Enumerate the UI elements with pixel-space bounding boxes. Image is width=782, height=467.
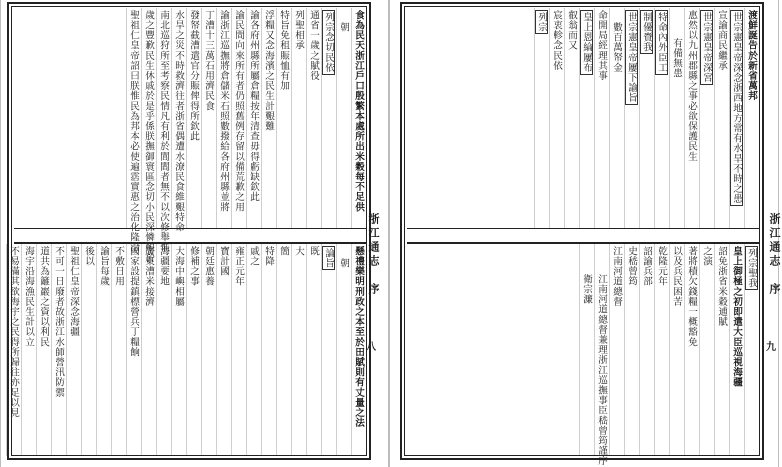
text-column: 以及兵民困苦 (669, 244, 684, 456)
text-column: 海疆要地 (156, 244, 171, 456)
text-column: 數百萬帑金 (609, 8, 624, 228)
left-fold-divider (14, 228, 366, 243)
text-column: 特旨免租賑恤有加 (276, 8, 291, 228)
text-column: 諭各府州縣所屬倉糧按年清查毋得虧缺欽此 (246, 8, 261, 228)
box-text: 制優賚我 (641, 12, 652, 53)
text-column: 通省一歲之賦役 (306, 8, 321, 228)
signature: 江南河道總督兼理浙江巡撫事臣嵇曾筠謹序 (594, 244, 609, 456)
text-column: 叡翁而又 (564, 8, 579, 228)
text-column: 歲之豐歉民生休戚於是乎係朕撫御寰區念切小民深憐艱於 (143, 10, 154, 263)
section-label: 序 (768, 283, 781, 297)
page-number: 八 (366, 342, 376, 353)
right-bottom-box (744, 244, 759, 456)
section-label: 序 (367, 283, 380, 297)
text-column: 聖祖仁皇帝深念海疆 (66, 244, 81, 456)
text-column: 海宇沿海漁民生計以立 (21, 244, 36, 456)
box-text: 列宗 (536, 12, 547, 33)
text-column: 詔諭兵部 (639, 244, 654, 456)
right-top-box (639, 8, 654, 228)
text-column: 廣東漕米接濟 (141, 244, 156, 456)
right-fold-divider (407, 228, 759, 243)
left-bottom-columns (8, 244, 366, 456)
text-column: 浮糧又念海濱之民生計艱難 (261, 8, 276, 228)
text-column: 朝廷惠養 (201, 244, 216, 456)
running-title: 浙江通志 (367, 213, 380, 269)
text-column: 有備無患 (669, 8, 684, 228)
left-page-frame (7, 2, 371, 460)
right-page-frame (400, 2, 764, 466)
text-column: 大海中嶼相屬 (171, 244, 186, 456)
box-text: 皇上恩綸屢布 (581, 12, 592, 73)
left-bottom-first: 懸禮樂明刑政之本至於田賦則有丈量之法 (351, 244, 366, 456)
left-running-title (363, 0, 381, 460)
text-column: 既 (306, 244, 321, 456)
text-column: 道共為籬巖之資以利民 (36, 244, 51, 456)
text-column: 命開局經理其事 (594, 8, 609, 228)
text-column: 宸衷軫念民依 (549, 8, 564, 228)
left-top-box-text: 列宗念切民依 (323, 12, 334, 73)
text-column: 雍正元年 (231, 244, 246, 456)
text-column: 寶計國 (216, 244, 231, 456)
text-column: 渡鮮誕告於新省萬邦 (744, 8, 759, 228)
running-title: 浙江通志 (768, 213, 781, 269)
box-text: 列宗聖我 (746, 248, 757, 289)
text-column: 諭民間向來所有者仍照舊例存留以備荒歉之用 (231, 8, 246, 228)
text-column: 乾隆元年 (654, 244, 669, 456)
text-column: 聖祖仁皇帝詔曰朕惟民為邦本必使遍霑實惠之治化隆洽 (128, 10, 139, 253)
text-column: 簡 (276, 244, 291, 456)
left-top-box (321, 8, 336, 228)
left-bottom-heading: 朝 (336, 244, 351, 456)
text-column: 詔免浙省米穀逋賦 (714, 244, 729, 456)
page-number: 九 (766, 342, 776, 353)
text-column: 之演 (699, 244, 714, 456)
right-bottom-columns (407, 244, 759, 466)
text-column: 列聖相承 (291, 8, 306, 228)
box-text: 世宗憲皇帝深宮 (701, 12, 712, 83)
box-text: 世宗憲皇帝屢下諭旨 (626, 12, 637, 103)
text-column: 後以 (81, 244, 96, 456)
left-top-sub: 朝 (336, 8, 351, 228)
text-column: 宣諭商民繼承 (714, 8, 729, 228)
box-text: 世宗憲皇帝深念浙西地方常有水旱不時之患 (731, 12, 742, 204)
left-bottom-box-text: 論旨 (323, 248, 334, 269)
right-top-columns (407, 8, 759, 228)
right-top-box (729, 8, 744, 228)
text-column: 江南河道總督 (609, 244, 624, 456)
left-bottom-box (321, 244, 336, 456)
text-column: 史嵇曾筠 (624, 244, 639, 456)
right-running-title (764, 0, 782, 460)
right-top-block (407, 8, 759, 228)
left-bottom-block (8, 242, 366, 456)
text-column: 南北巡狩所至考察民情凡有利於閭閻者無不以次修舉惟 (158, 10, 169, 253)
text-column: 大 (291, 244, 306, 456)
text-column: 國家設提鎮標營兵丁糧餉 (126, 244, 141, 456)
box-text: 特命內外臣工 (656, 12, 667, 73)
left-page (0, 0, 389, 467)
text-column: 諭浙江巡撫將倉儲米石照數撥給各府州縣並將 (216, 8, 231, 228)
text-column: 不可一日廢者故浙江水師營汛防禦 (51, 244, 66, 456)
text-column: 諭旨每歲 (96, 244, 111, 456)
right-top-box (654, 8, 669, 228)
right-top-box (624, 8, 639, 228)
right-top-box (579, 8, 594, 228)
right-top-box (534, 8, 549, 228)
text-column: 皇上御極之初即遣大臣巡視海疆 (729, 244, 744, 456)
text-column: 特降 (261, 244, 276, 456)
text-column: 不敷日用 (111, 244, 126, 456)
text-column: 水旱之災不時救濟往者浙省偶遭水潦民食維艱特命 (173, 10, 184, 233)
text-column: 衛宗濂 (579, 244, 594, 456)
text-column: 惠然以九州郡縣之事必欲保護民生 (684, 8, 699, 228)
text-column: 修補之事 (186, 244, 201, 456)
right-page (389, 0, 779, 467)
text-column: 著將積欠錢糧一概豁免 (684, 244, 699, 456)
text-column: 丁漕十三萬石用濟民食 (201, 8, 216, 228)
text-column: 不易滿其欲海宇之民得所歸往亦足以見 (6, 244, 21, 456)
text-column: 發帑截漕遣官分賑俾得所欽此 (186, 8, 201, 228)
left-top-heading: 食為民天浙江戶口殷繁本處所出米穀每不足供 (351, 8, 366, 228)
right-bottom-block (407, 242, 759, 466)
text-column: 戚之 (246, 244, 261, 456)
right-top-box (699, 8, 714, 228)
